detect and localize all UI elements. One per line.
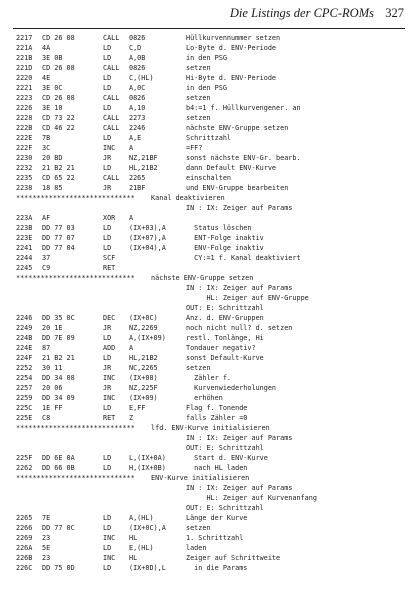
listing-line bbox=[0, 543, 418, 553]
listing-line bbox=[0, 43, 418, 53]
listing-line bbox=[0, 213, 418, 223]
comment: Hi-Byte d. ENV-Periode bbox=[186, 74, 277, 82]
comment: Status löschen bbox=[186, 224, 252, 232]
hex-bytes: 37 bbox=[42, 254, 51, 262]
operand: A,10 bbox=[129, 104, 146, 112]
page-header bbox=[0, 6, 418, 24]
operand: HL,21B2 bbox=[129, 354, 158, 362]
hex-bytes: 21 B2 21 bbox=[42, 354, 75, 362]
mnemonic: RET bbox=[103, 414, 116, 422]
comment: und ENV-Gruppe bearbeiten bbox=[186, 184, 289, 192]
comment: b4:=1 f. Hüllkurvengener. an bbox=[186, 104, 301, 112]
operand: (IX+0C),A bbox=[129, 524, 166, 532]
mnemonic: LD bbox=[103, 544, 112, 552]
mnemonic: INC bbox=[103, 374, 116, 382]
operand: NZ,2269 bbox=[129, 324, 158, 332]
mnemonic: JR bbox=[103, 384, 112, 392]
mnemonic: INC bbox=[103, 394, 116, 402]
listing-line bbox=[0, 263, 418, 273]
operand: 2246 bbox=[129, 124, 146, 132]
address: 222E bbox=[16, 134, 33, 142]
operand: 0826 bbox=[129, 64, 146, 72]
operand: A bbox=[129, 214, 134, 222]
hex-bytes: DD 66 0B bbox=[42, 464, 75, 472]
listing-line bbox=[0, 393, 418, 403]
hex-bytes: DD 77 0C bbox=[42, 524, 75, 532]
address: 226A bbox=[16, 544, 33, 552]
comment: setzen bbox=[186, 94, 211, 102]
comment: setzen bbox=[186, 364, 211, 372]
operand: (IX+03),A bbox=[129, 224, 166, 232]
comment: OUT: E: Schrittzahl bbox=[186, 504, 264, 512]
comment: setzen bbox=[186, 524, 211, 532]
operand: A,(HL) bbox=[129, 514, 154, 522]
comment: HL: Zeiger auf Kurvenanfang bbox=[186, 494, 317, 502]
mnemonic: JR bbox=[103, 184, 112, 192]
comment: CY:=1 f. Kanal deaktiviert bbox=[186, 254, 301, 262]
hex-bytes: CD 26 08 bbox=[42, 34, 75, 42]
mnemonic: LD bbox=[103, 464, 112, 472]
listing-line bbox=[0, 293, 418, 303]
operand: HL,21B2 bbox=[129, 164, 158, 172]
address: 224B bbox=[16, 334, 33, 342]
listing-line bbox=[0, 203, 418, 213]
separator-text: ***************************** Kanal deaktivieren bbox=[16, 194, 225, 202]
operand: H,(IX+0B) bbox=[129, 464, 166, 472]
comment: Zeiger auf Schrittweite bbox=[186, 554, 281, 562]
header-rule bbox=[13, 28, 405, 29]
listing-line bbox=[0, 113, 418, 123]
operand: (IX+0C) bbox=[129, 314, 158, 322]
address: 225C bbox=[16, 404, 33, 412]
comment: sonst Default-Kurve bbox=[186, 354, 264, 362]
address: 2235 bbox=[16, 174, 33, 182]
comment: HL: Zeiger auf ENV-Gruppe bbox=[186, 294, 309, 302]
page-number: 327 bbox=[385, 6, 404, 20]
comment: OUT: E: Schrittzahl bbox=[186, 304, 264, 312]
listing-line bbox=[0, 563, 418, 573]
listing-line bbox=[0, 73, 418, 83]
listing-line bbox=[0, 413, 418, 423]
address: 225F bbox=[16, 454, 33, 462]
listing-line bbox=[0, 313, 418, 323]
comment: einschalten bbox=[186, 174, 232, 182]
mnemonic: INC bbox=[103, 144, 116, 152]
comment: in die Params bbox=[186, 564, 248, 572]
mnemonic: LD bbox=[103, 524, 112, 532]
address: 221D bbox=[16, 64, 33, 72]
mnemonic: LD bbox=[103, 84, 112, 92]
address: 2262 bbox=[16, 464, 33, 472]
listing-line bbox=[0, 453, 418, 463]
hex-bytes: C8 bbox=[42, 414, 51, 422]
comment: =FF? bbox=[186, 144, 203, 152]
mnemonic: ADD bbox=[103, 344, 116, 352]
mnemonic: LD bbox=[103, 44, 112, 52]
address: 223B bbox=[16, 224, 33, 232]
comment: in den PSG bbox=[186, 54, 227, 62]
address: 2230 bbox=[16, 154, 33, 162]
address: 222B bbox=[16, 124, 33, 132]
comment: Kurvenwiederholungen bbox=[186, 384, 277, 392]
hex-bytes: 20 1E bbox=[42, 324, 63, 332]
hex-bytes: DD 6E 0A bbox=[42, 454, 75, 462]
address: 2244 bbox=[16, 254, 33, 262]
mnemonic: SCF bbox=[103, 254, 116, 262]
mnemonic: LD bbox=[103, 134, 112, 142]
listing-line bbox=[0, 443, 418, 453]
mnemonic: LD bbox=[103, 104, 112, 112]
operand: A,0C bbox=[129, 84, 146, 92]
comment: Lo-Byte d. ENV-Periode bbox=[186, 44, 277, 52]
listing-line bbox=[0, 403, 418, 413]
address: 223E bbox=[16, 234, 33, 242]
listing-line bbox=[0, 373, 418, 383]
listing-line bbox=[0, 463, 418, 473]
listing-line bbox=[0, 533, 418, 543]
hex-bytes: 7B bbox=[42, 134, 51, 142]
comment: OUT: E: Schrittzahl bbox=[186, 444, 264, 452]
operand: A bbox=[129, 144, 134, 152]
operand: L,(IX+0A) bbox=[129, 454, 166, 462]
comment: IN : IX: Zeiger auf Params bbox=[186, 484, 293, 492]
hex-bytes: 4A bbox=[42, 44, 51, 52]
listing-line bbox=[0, 103, 418, 113]
listing-line bbox=[0, 173, 418, 183]
address: 2259 bbox=[16, 394, 33, 402]
operand: A,(IX+09) bbox=[129, 334, 166, 342]
mnemonic: CALL bbox=[103, 124, 120, 132]
operand: C,D bbox=[129, 44, 142, 52]
operand: 0826 bbox=[129, 94, 146, 102]
operand: A,E bbox=[129, 134, 142, 142]
operand: HL bbox=[129, 554, 138, 562]
address: 2265 bbox=[16, 514, 33, 522]
listing-line bbox=[0, 123, 418, 133]
comment: setzen bbox=[186, 114, 211, 122]
listing-line bbox=[0, 343, 418, 353]
listing-line bbox=[0, 223, 418, 233]
hex-bytes: 23 bbox=[42, 534, 51, 542]
hex-bytes: DD 75 0D bbox=[42, 564, 75, 572]
section-separator-line bbox=[0, 423, 418, 433]
listing-line bbox=[0, 53, 418, 63]
address: 2245 bbox=[16, 264, 33, 272]
hex-bytes: 3C bbox=[42, 144, 51, 152]
listing-line bbox=[0, 323, 418, 333]
mnemonic: LD bbox=[103, 74, 112, 82]
comment: 1. Schrittzahl bbox=[186, 534, 244, 542]
hex-bytes: 3E 0C bbox=[42, 84, 63, 92]
comment: IN : IX: Zeiger auf Params bbox=[186, 434, 293, 442]
address: 221A bbox=[16, 44, 33, 52]
hex-bytes: 3E 10 bbox=[42, 104, 63, 112]
mnemonic: CALL bbox=[103, 114, 120, 122]
address: 2217 bbox=[16, 34, 33, 42]
comment: Länge der Kurve bbox=[186, 514, 248, 522]
operand: C,(HL) bbox=[129, 74, 154, 82]
section-separator-line bbox=[0, 193, 418, 203]
separator-text: ***************************** nächste ENV-Gruppe setzen bbox=[16, 274, 254, 282]
operand: (IX+07),A bbox=[129, 234, 166, 242]
mnemonic: JR bbox=[103, 364, 112, 372]
hex-bytes: 20 BD bbox=[42, 154, 63, 162]
listing-line bbox=[0, 503, 418, 513]
mnemonic: XOR bbox=[103, 214, 116, 222]
operand: 2273 bbox=[129, 114, 146, 122]
hex-bytes: CD 65 22 bbox=[42, 174, 75, 182]
address: 2266 bbox=[16, 524, 33, 532]
comment: Start d. ENV-Kurve bbox=[186, 454, 268, 462]
mnemonic: CALL bbox=[103, 94, 120, 102]
address: 2246 bbox=[16, 314, 33, 322]
mnemonic: LD bbox=[103, 354, 112, 362]
comment: ENV-Folge inaktiv bbox=[186, 244, 264, 252]
listing-line bbox=[0, 63, 418, 73]
operand: 21BF bbox=[129, 184, 146, 192]
hex-bytes: DD 77 03 bbox=[42, 224, 75, 232]
address: 2228 bbox=[16, 114, 33, 122]
address: 226B bbox=[16, 554, 33, 562]
separator-text: ***************************** ENV-Kurve initialisieren bbox=[16, 474, 250, 482]
comment: falls Zähler =0 bbox=[186, 414, 248, 422]
mnemonic: LD bbox=[103, 334, 112, 342]
listing-line bbox=[0, 253, 418, 263]
assembly-listing bbox=[0, 33, 418, 593]
address: 2226 bbox=[16, 104, 33, 112]
operand: (IX+09) bbox=[129, 394, 158, 402]
hex-bytes: 7E bbox=[42, 514, 51, 522]
mnemonic: LD bbox=[103, 164, 112, 172]
operand: E,FF bbox=[129, 404, 146, 412]
listing-line bbox=[0, 183, 418, 193]
listing-line bbox=[0, 363, 418, 373]
operand: NZ,225F bbox=[129, 384, 158, 392]
mnemonic: LD bbox=[103, 224, 112, 232]
address: 2220 bbox=[16, 74, 33, 82]
hex-bytes: AF bbox=[42, 214, 51, 222]
address: 224E bbox=[16, 344, 33, 352]
listing-line bbox=[0, 33, 418, 43]
mnemonic: LD bbox=[103, 454, 112, 462]
operand: A bbox=[129, 344, 134, 352]
comment: Flag f. Tonende bbox=[186, 404, 248, 412]
hex-bytes: DD 77 04 bbox=[42, 244, 75, 252]
listing-line bbox=[0, 163, 418, 173]
address: 2254 bbox=[16, 374, 33, 382]
address: 2238 bbox=[16, 184, 33, 192]
mnemonic: LD bbox=[103, 404, 112, 412]
operand: (IX+0D),L bbox=[129, 564, 166, 572]
comment: Hüllkurvennummer setzen bbox=[186, 34, 281, 42]
operand: (IX+04),A bbox=[129, 244, 166, 252]
running-title: Die Listings der CPC-ROMs bbox=[229, 6, 374, 20]
listing-line bbox=[0, 353, 418, 363]
separator-text: ***************************** lfd. ENV-Kurve initialisieren bbox=[16, 424, 270, 432]
operand: NZ,21BF bbox=[129, 154, 158, 162]
hex-bytes: 23 bbox=[42, 554, 51, 562]
comment: erhöhen bbox=[186, 394, 223, 402]
section-separator-line bbox=[0, 273, 418, 283]
address: 226C bbox=[16, 564, 33, 572]
listing-line bbox=[0, 143, 418, 153]
mnemonic: JR bbox=[103, 324, 112, 332]
mnemonic: RET bbox=[103, 264, 116, 272]
comment: Zähler f. bbox=[186, 374, 232, 382]
address: 2252 bbox=[16, 364, 33, 372]
comment: ENT-Folge inaktiv bbox=[186, 234, 264, 242]
listing-line bbox=[0, 303, 418, 313]
mnemonic: INC bbox=[103, 554, 116, 562]
mnemonic: LD bbox=[103, 244, 112, 252]
hex-bytes: DD 7E 09 bbox=[42, 334, 75, 342]
hex-bytes: 18 85 bbox=[42, 184, 63, 192]
section-separator-line bbox=[0, 473, 418, 483]
comment: setzen bbox=[186, 64, 211, 72]
comment: in den PSG bbox=[186, 84, 227, 92]
hex-bytes: 87 bbox=[42, 344, 51, 352]
mnemonic: LD bbox=[103, 564, 112, 572]
mnemonic: INC bbox=[103, 534, 116, 542]
mnemonic: JR bbox=[103, 154, 112, 162]
operand: E,(HL) bbox=[129, 544, 154, 552]
listing-line bbox=[0, 133, 418, 143]
hex-bytes: CD 26 08 bbox=[42, 64, 75, 72]
address: 2221 bbox=[16, 84, 33, 92]
hex-bytes: 4E bbox=[42, 74, 51, 82]
operand: 0826 bbox=[129, 34, 146, 42]
address: 2223 bbox=[16, 94, 33, 102]
comment: nach HL laden bbox=[186, 464, 248, 472]
mnemonic: LD bbox=[103, 514, 112, 522]
listing-line bbox=[0, 513, 418, 523]
listing-line bbox=[0, 233, 418, 243]
comment: laden bbox=[186, 544, 207, 552]
mnemonic: CALL bbox=[103, 34, 120, 42]
listing-line bbox=[0, 383, 418, 393]
comment: Tondauer negativ? bbox=[186, 344, 256, 352]
hex-bytes: DD 34 08 bbox=[42, 374, 75, 382]
address: 2249 bbox=[16, 324, 33, 332]
hex-bytes: 1E FF bbox=[42, 404, 63, 412]
mnemonic: LD bbox=[103, 54, 112, 62]
address: 223A bbox=[16, 214, 33, 222]
address: 224F bbox=[16, 354, 33, 362]
listing-line bbox=[0, 433, 418, 443]
comment: Anz. d. ENV-Gruppen bbox=[186, 314, 264, 322]
comment: IN : IX: Zeiger auf Params bbox=[186, 204, 293, 212]
mnemonic: CALL bbox=[103, 174, 120, 182]
operand: Z bbox=[129, 414, 134, 422]
hex-bytes: 3E 0B bbox=[42, 54, 63, 62]
hex-bytes: 30 11 bbox=[42, 364, 63, 372]
mnemonic: DEC bbox=[103, 314, 116, 322]
hex-bytes: CD 73 22 bbox=[42, 114, 75, 122]
comment: dann Default ENV-Kurve bbox=[186, 164, 277, 172]
hex-bytes: 21 B2 21 bbox=[42, 164, 75, 172]
mnemonic: CALL bbox=[103, 64, 120, 72]
comment: Schrittzahl bbox=[186, 134, 232, 142]
listing-line bbox=[0, 83, 418, 93]
hex-bytes: 20 06 bbox=[42, 384, 63, 392]
listing-line bbox=[0, 483, 418, 493]
comment: noch nicht null? d. setzen bbox=[186, 324, 293, 332]
comment: sonst nächste ENV-Gr. bearb. bbox=[186, 154, 301, 162]
listing-line bbox=[0, 333, 418, 343]
address: 2241 bbox=[16, 244, 33, 252]
comment: IN : IX: Zeiger auf Params bbox=[186, 284, 293, 292]
operand: (IX+08) bbox=[129, 374, 158, 382]
address: 225E bbox=[16, 414, 33, 422]
address: 2257 bbox=[16, 384, 33, 392]
address: 2269 bbox=[16, 534, 33, 542]
address: 2232 bbox=[16, 164, 33, 172]
address: 222F bbox=[16, 144, 33, 152]
listing-line bbox=[0, 243, 418, 253]
comment: restl. Tonlänge, Hi bbox=[186, 334, 264, 342]
mnemonic: LD bbox=[103, 234, 112, 242]
hex-bytes: 5E bbox=[42, 544, 51, 552]
listing-line bbox=[0, 93, 418, 103]
hex-bytes: DD 34 09 bbox=[42, 394, 75, 402]
hex-bytes: CD 46 22 bbox=[42, 124, 75, 132]
operand: 2265 bbox=[129, 174, 146, 182]
listing-line bbox=[0, 283, 418, 293]
operand: A,0B bbox=[129, 54, 146, 62]
listing-line bbox=[0, 153, 418, 163]
operand: NC,2265 bbox=[129, 364, 158, 372]
hex-bytes: CD 26 08 bbox=[42, 94, 75, 102]
listing-line bbox=[0, 553, 418, 563]
hex-bytes: DD 35 0C bbox=[42, 314, 75, 322]
listing-line bbox=[0, 493, 418, 503]
listing-line bbox=[0, 523, 418, 533]
hex-bytes: DD 77 07 bbox=[42, 234, 75, 242]
address: 221B bbox=[16, 54, 33, 62]
hex-bytes: C9 bbox=[42, 264, 51, 272]
comment: nächste ENV-Gruppe setzen bbox=[186, 124, 289, 132]
operand: HL bbox=[129, 534, 138, 542]
